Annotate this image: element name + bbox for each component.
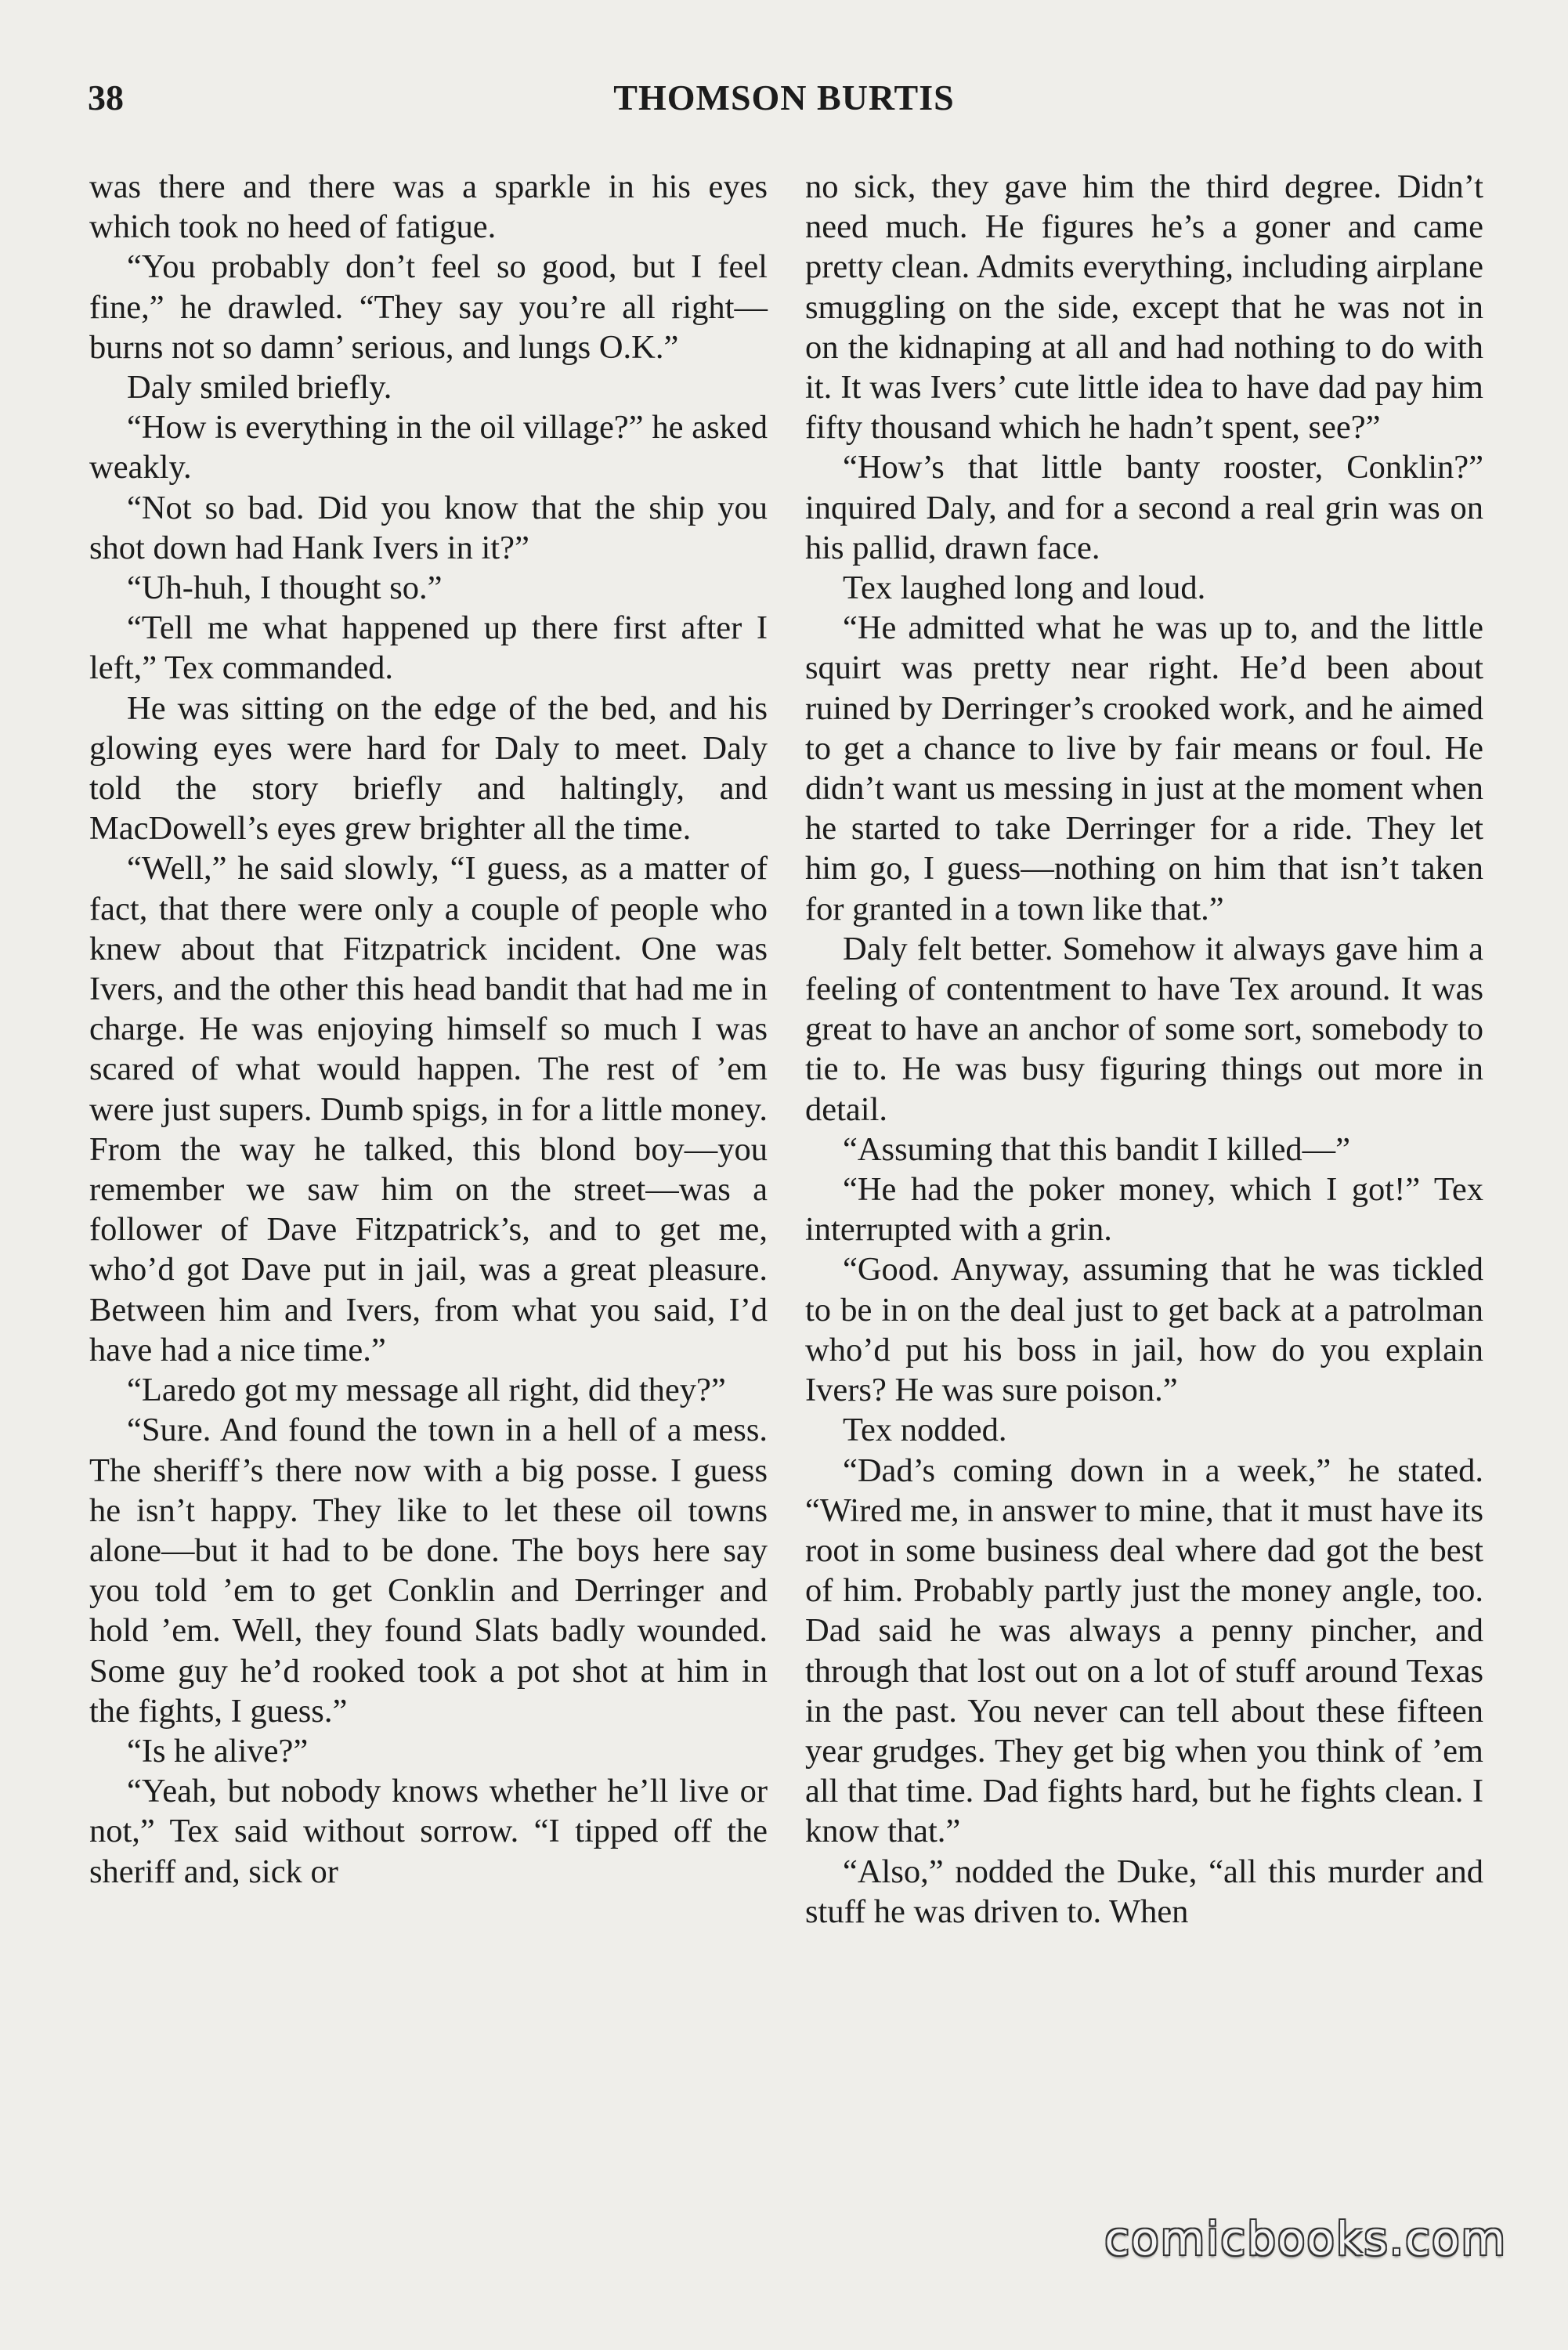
page-header <box>88 77 1480 132</box>
paragraph: Tex nodded. <box>843 1412 1007 1449</box>
paragraph: Daly smiled briefly. <box>127 369 392 407</box>
paragraph: Daly felt better. Somehow it always gave him a feeling of contentment to have Tex around. It was great to have an anchor of some sort, somebody to tie to. He was busy figuring things out more in detail. <box>805 930 1483 1128</box>
paragraph: “Yeah, but nobody knows whether he’ll live or not,” Tex said without sorrow. “I tipped off the sheriff and, sick or <box>89 1773 768 1890</box>
paragraph: “He had the poker money, which I got!” Tex interrupted with a grin. <box>805 1171 1483 1249</box>
paragraph: “Tell me what happened up there first after I left,” Tex commanded. <box>89 609 768 687</box>
running-head: THOMSON BURTIS <box>613 78 955 118</box>
paragraph: “Dad’s coming down in a week,” he stated. “Wired me, in answer to mine, that it must have its root in some business deal where dad got the best of him. Probably partly just the money angle, too. Dad said he was always a penny pincher, and through that lost out on a lot of stuff around Texas in the past. You never can tell about these fifteen year grudges. They get big when you think of ’em all that time. Dad fights hard, but he fights clean. I know that.” <box>805 1452 1483 1850</box>
paragraph: was there and there was a sparkle in his eyes which took no heed of fatigue. <box>89 168 768 246</box>
watermark: comicbooks.com <box>1104 2212 1507 2265</box>
paragraph: “He admitted what he was up to, and the little squirt was pretty near right. He’d been about ruined by Derringer’s crooked work, and he aimed to get a chance to live by fair means or foul. He didn’t want us messing in just at the moment when he started to take Derringer for a ride. They let him go, I guess—nothing on him that isn’t taken for granted in a town like that.” <box>805 609 1483 927</box>
paragraph: “Good. Anyway, assuming that he was tickled to be in on the deal just to get back at a patrolman who’d put his boss in jail, how do you explain Ivers? He was sure poison.” <box>805 1251 1483 1409</box>
right-column <box>805 167 1483 1932</box>
paragraph: “How’s that little banty rooster, Conklin?” inquired Daly, and for a second a real grin was on his pallid, drawn face. <box>805 449 1483 566</box>
paragraph: no sick, they gave him the third degree. Didn’t need much. He figures he’s a goner and came pretty clean. Admits everything, including airplane smuggling on the side, except that he was not in on the kidnaping at all and had nothing to do with it. It was Ivers’ cute little idea to have dad pay him fifty thousand which he hadn’t spent, see?” <box>805 168 1483 446</box>
paragraph: “How is everything in the oil village?” he asked weakly. <box>89 409 768 486</box>
paragraph: “Well,” he said slowly, “I guess, as a matter of fact, that there were only a couple of people who knew about that Fitzpatrick incident. One was Ivers, and the other this head bandit that had me in charge. He was enjoying himself so much I was scared of what would happen. The rest of ’em were just supers. Dumb spigs, in for a little money. From the way he talked, this blond boy—you remember we saw him on the street—was a follower of Dave Fitzpatrick’s, and to get me, who’d got Dave put in jail, was a great pleasure. Between him and Ivers, from what you said, I’d have had a nice time.” <box>89 850 768 1368</box>
left-column <box>89 167 768 1892</box>
paragraph: “Laredo got my message all right, did they?” <box>127 1372 726 1409</box>
paragraph: “Sure. And found the town in a hell of a mess. The sheriff’s there now with a big posse. I guess he isn’t happy. They like to let these oil towns alone—but it had to be done. The boys here say you told ’em to get Conklin and Derringer and hold ’em. Well, they found Slats badly wounded. Some guy he’d rooked took a pot shot at him in the fights, I guess.” <box>89 1412 768 1730</box>
paragraph: “Assuming that this bandit I killed—” <box>843 1130 1351 1168</box>
paragraph: Tex laughed long and loud. <box>843 569 1206 607</box>
paragraph: “Also,” nodded the Duke, “all this murder and stuff he was driven to. When <box>805 1853 1483 1930</box>
paragraph: He was sitting on the edge of the bed, and his glowing eyes were hard for Daly to meet. Daly told the story briefly and haltingly, and MacDowell’s eyes grew brighter all the time. <box>89 689 768 848</box>
paragraph: “Uh-huh, I thought so.” <box>127 569 443 607</box>
paragraph: “Is he alive?” <box>127 1732 309 1770</box>
page-number: 38 <box>88 78 124 118</box>
paragraph: “Not so bad. Did you know that the ship you shot down had Hank Ivers in it?” <box>89 489 768 566</box>
paragraph: “You probably don’t feel so good, but I feel fine,” he drawled. “They say you’re all right—burns not so damn’ serious, and lungs O.K.” <box>89 248 768 366</box>
